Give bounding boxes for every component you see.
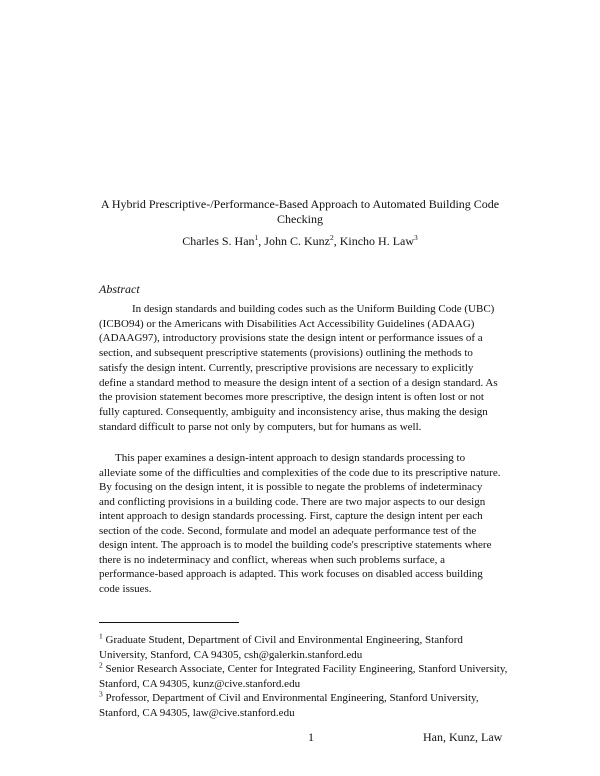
author-footnote-mark: 1 <box>254 233 259 242</box>
footnote <box>99 662 509 691</box>
footnote-divider <box>99 622 239 623</box>
author-footnote-mark: 2 <box>329 233 334 242</box>
author-separator: , <box>333 234 340 248</box>
author-line <box>60 234 540 249</box>
author-name: Charles S. Han <box>182 234 255 248</box>
author-name: John C. Kunz <box>264 234 330 248</box>
author-separator: , <box>258 234 265 248</box>
footnote <box>99 633 509 662</box>
running-footer: Han, Kunz, Law <box>423 730 503 744</box>
body-paragraph: This paper examines a design-intent approach to design standards processing to alleviate some of the difficulties and complexities of the code due to its prescriptive nature. By focusing on the design intent, it is possible to negate the problems of indeterminacy and conflicting provisions in a building code. There are two major aspects to our design intent approach to design standards processing. First, capture the design intent per each section of the code. Second, formulate and model an adequate performance test of the design intent. The approach is to model the building code's prescriptive statements where there is no indeterminacy and conflict, whereas when such problems surface, a performance-based approach is adapted. This work focuses on disabled access building code issues. <box>99 452 501 595</box>
footnotes <box>99 633 509 721</box>
footnote-mark: 1 <box>99 631 103 641</box>
footnote <box>99 691 509 720</box>
paper-title: A Hybrid Prescriptive-/Performance-Based Approach to Automated Building Code Checking <box>100 197 500 226</box>
author-footnote-mark: 3 <box>414 233 418 242</box>
abstract-heading: Abstract <box>99 282 140 296</box>
footnote-text: Professor, Department of Civil and Environmental Engineering, Stanford University, Stanford, CA 94305, law@cive.stanford.edu <box>99 692 479 719</box>
footnote-mark: 3 <box>99 689 103 699</box>
page-number: 1 <box>308 730 314 744</box>
footnote-mark: 2 <box>99 660 103 670</box>
footnote-text: Senior Research Associate, Center for Integrated Facility Engineering, Stanford University, Stanford, CA 94305, kunz@cive.stanford.edu <box>99 663 508 690</box>
footnote-text: Graduate Student, Department of Civil and Environmental Engineering, Stanford University, Stanford, CA 94305, csh@galerkin.stanford.edu <box>99 634 463 661</box>
abstract-text: In design standards and building codes such as the Uniform Building Code (UBC) (ICBO94) or the Americans with Disabilities Act Accessibility Guidelines (ADAAG) (ADAAG97), introductory provisions state the design intent or performance issues of a section, and subsequent prescriptive statements (provisions) outlining the methods to satisfy the design intent. Currently, prescriptive provisions are necessary to explicitly define a standard method to measure the design intent of a section of a design standard. As the provision statement becomes more prescriptive, the design intent is often lost or not fully captured. Consequently, ambiguity and inconsistency arise, thus making the design standard difficult to parse not only by computers, but for humans as well. <box>99 303 498 433</box>
author-name: Kincho H. Law <box>339 234 415 248</box>
